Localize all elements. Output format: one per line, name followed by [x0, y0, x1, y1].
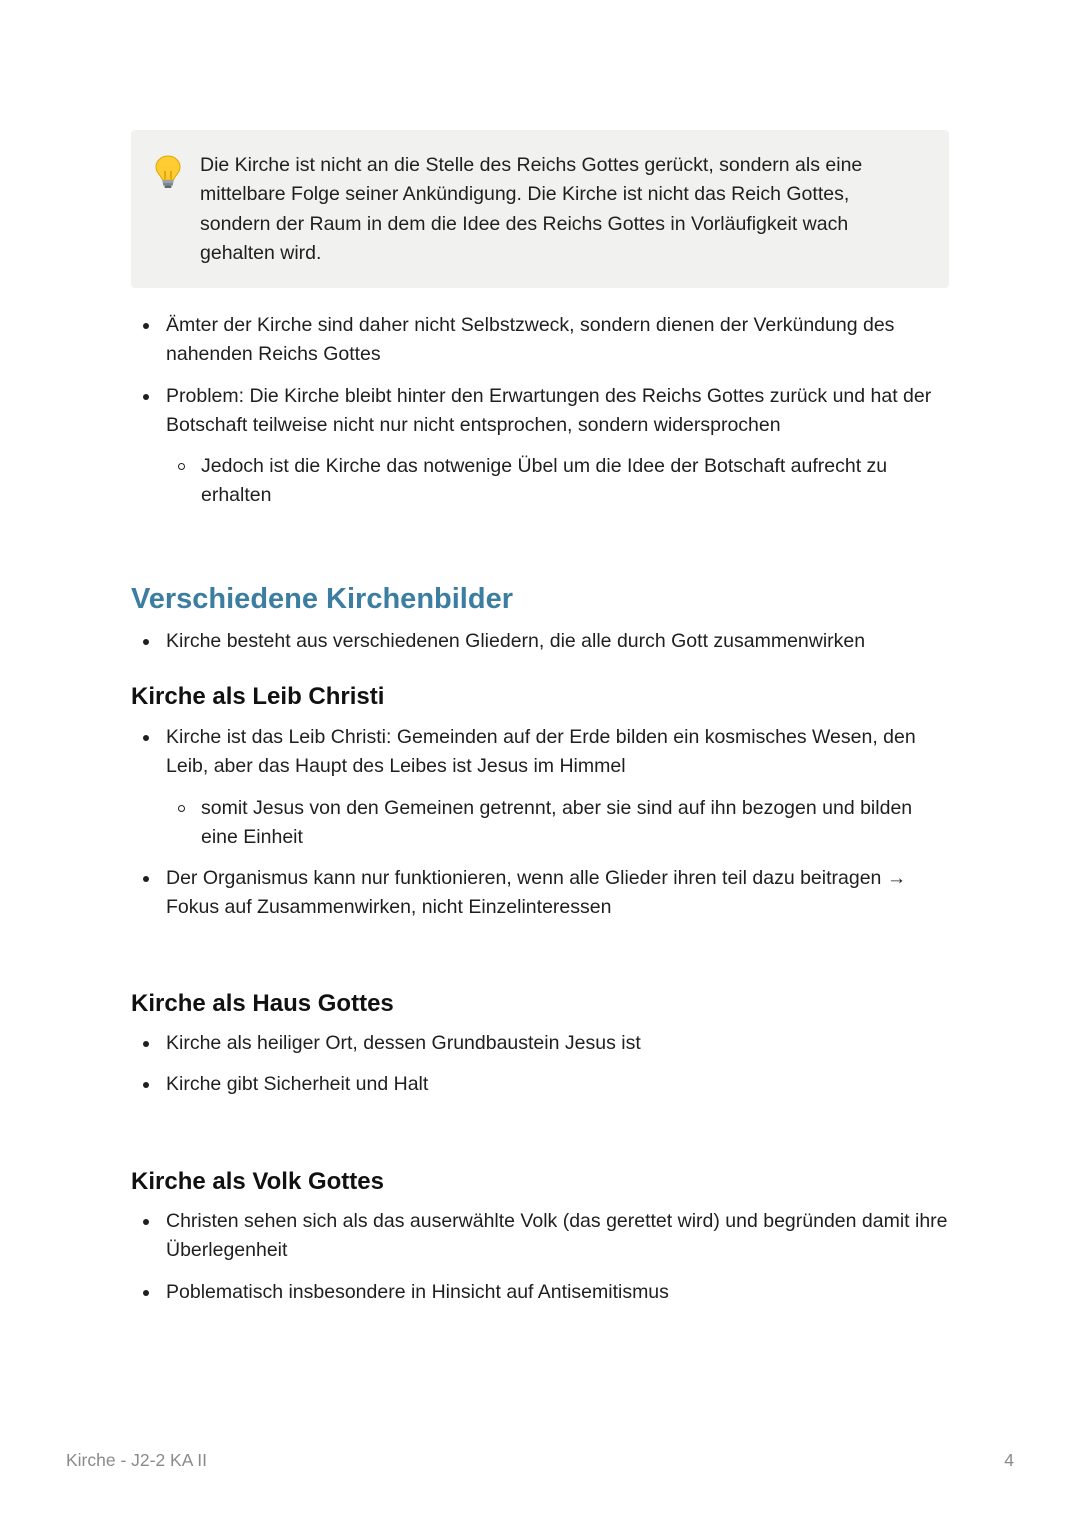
heading-haus-gottes: Kirche als Haus Gottes — [131, 990, 394, 1017]
callout-text: Die Kirche ist nicht an die Stelle des Reichs Gottes gerückt, sondern als eine mittelbare Folge seiner Ankündigung. Die Kirche ist nicht das Reich Gottes, sondern der Raum in dem die Idee des Reichs Gottes in Vorläufigkeit wach gehalten wird. — [200, 154, 863, 264]
sub-list-item: Jedoch ist die Kirche das notwenige Übel um die Idee der Botschaft aufrecht zu erhalten — [131, 452, 949, 511]
callout-box — [131, 130, 949, 288]
list-item: Christen sehen sich als das auserwählte Volk (das gerettet wird) und begründen damit ihre Überlegenheit — [131, 1207, 949, 1266]
sub-list-item: somit Jesus von den Gemeinen getrennt, aber sie sind auf ihn bezogen und bilden eine Einheit — [131, 794, 949, 853]
heading-leib-christi: Kirche als Leib Christi — [131, 683, 385, 710]
leib-list — [131, 723, 949, 935]
list-item: Ämter der Kirche sind daher nicht Selbstzweck, sondern dienen der Verkündung des nahenden Reichs Gottes — [131, 311, 949, 370]
footer-title: Kirche - J2-2 KA II — [66, 1450, 208, 1470]
list-item: Kirche ist das Leib Christi: Gemeinden auf der Erde bilden ein kosmisches Wesen, den Leib, aber das Haupt des Leibes ist Jesus im Himmel — [131, 723, 949, 782]
list-item: Kirche besteht aus verschiedenen Gliedern, die alle durch Gott zusammenwirken — [131, 627, 949, 656]
list-item: Der Organismus kann nur funktionieren, wenn alle Glieder ihren teil dazu beitragen → Fokus auf Zusammenwirken, nicht Einzelinteressen — [131, 864, 949, 923]
list-item: Kirche als heiliger Ort, dessen Grundbaustein Jesus ist — [131, 1029, 949, 1058]
intro-list — [131, 311, 949, 523]
section-list — [131, 627, 949, 668]
page-number: 4 — [1004, 1450, 1014, 1470]
list-item: Problem: Die Kirche bleibt hinter den Erwartungen des Reichs Gottes zurück und hat der Botschaft teilweise nicht nur nicht entsprochen, sondern widersprochen — [131, 382, 949, 441]
list-item: Poblematisch insbesondere in Hinsicht auf Antisemitismus — [131, 1278, 949, 1307]
list-item: Kirche gibt Sicherheit und Halt — [131, 1070, 949, 1099]
volk-list — [131, 1207, 949, 1319]
lightbulb-icon — [153, 154, 183, 190]
section-title: Verschiedene Kirchenbilder — [131, 583, 513, 615]
heading-volk-gottes: Kirche als Volk Gottes — [131, 1168, 384, 1195]
haus-list — [131, 1029, 949, 1112]
